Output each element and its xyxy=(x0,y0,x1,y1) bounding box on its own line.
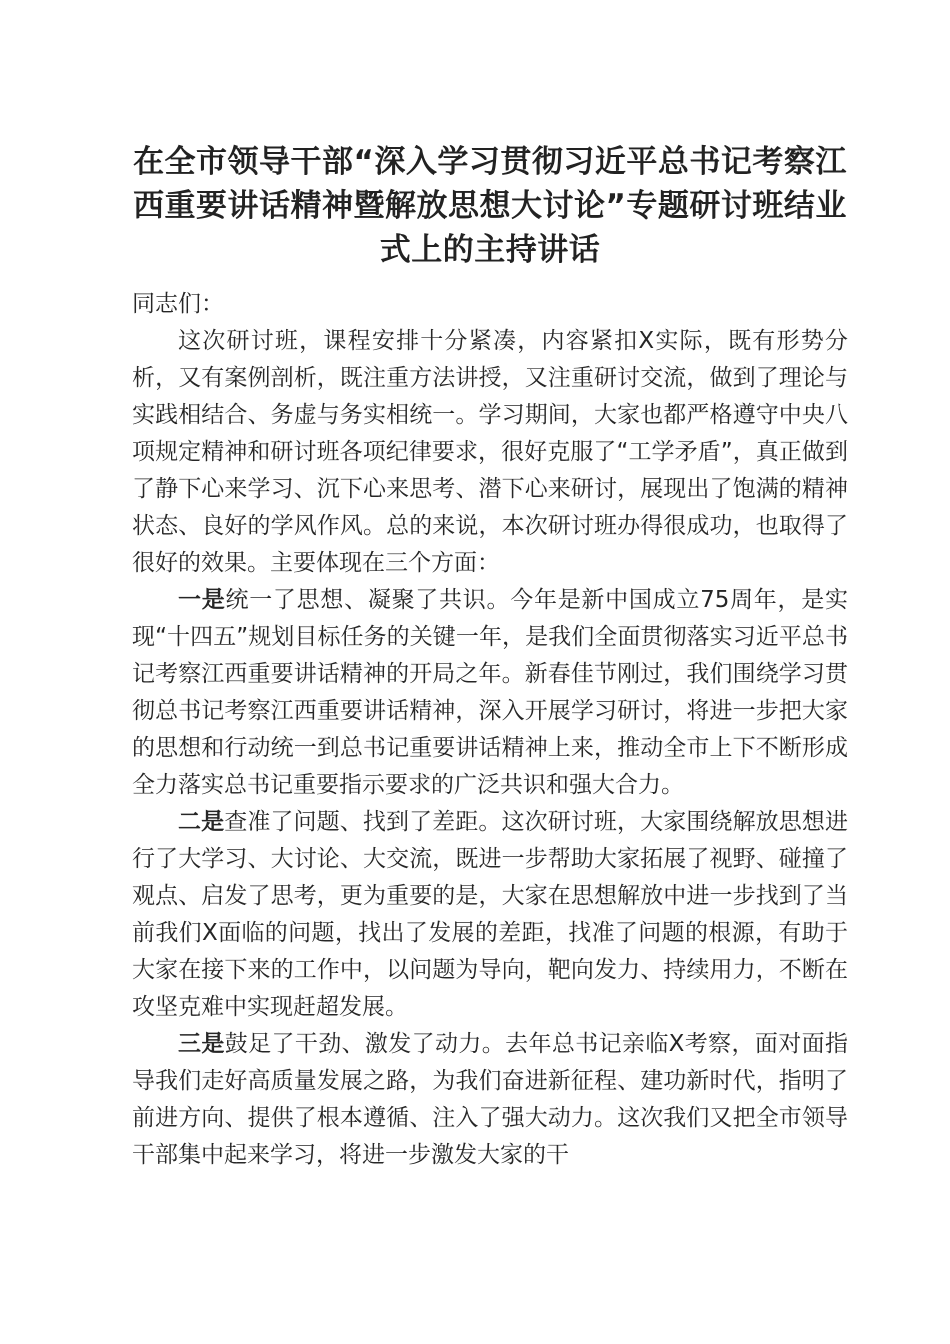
point-paragraph-1 xyxy=(132,582,848,804)
salutation: 同志们： xyxy=(132,291,224,317)
point-paragraph-2 xyxy=(132,804,848,1026)
point-text-1: 统一了思想、凝聚了共识。今年是新中国成立75周年，是实现“十四五”规划目标任务的关键一年，是我们全面贯彻落实习近平总书记考察江西重要讲话精神的开局之年。新春佳节刚过，我们围绕学习贯彻总书记考察江西重要讲话精神，深入开展学习研讨，将进一步把大家的思想和行动统一到总书记重要讲话精神上来，推动全市上下不断形成全力落实总书记重要指示要求的广泛共识和强大合力。 xyxy=(132,587,848,798)
point-lead-1: 一是 xyxy=(178,587,226,613)
intro-paragraph: 这次研讨班，课程安排十分紧凑，内容紧扣X实际，既有形势分析，又有案例剖析，既注重方法讲授，又注重研讨交流，做到了理论与实践相结合、务虚与务实相统一。学习期间，大家也都严格遵守中央八项规定精神和研讨班各项纪律要求，很好克服了“工学矛盾”，真正做到了静下心来学习、沉下心来思考、潜下心来研讨，展现出了饱满的精神状态、良好的学风作风。总的来说，本次研讨班办得很成功，也取得了很好的效果。主要体现在三个方面： xyxy=(132,328,848,576)
document-page xyxy=(132,140,848,1174)
document-title: 在全市领导干部“深入学习贯彻习近平总书记考察江西重要讲话精神暨解放思想大讨论”专题研讨班结业式上的主持讲话 xyxy=(133,144,847,268)
point-text-3: 鼓足了干劲、激发了动力。去年总书记亲临X考察，面对面指导我们走好高质量发展之路，为我们奋进新征程、建功新时代，指明了前进方向、提供了根本遵循、注入了强大动力。这次我们又把全市领导干部集中起来学习，将进一步激发大家的干 xyxy=(132,1031,848,1168)
point-lead-2: 二是 xyxy=(178,809,225,835)
point-paragraph-3 xyxy=(132,1026,848,1174)
point-text-2: 查准了问题、找到了差距。这次研讨班，大家围绕解放思想进行了大学习、大讨论、大交流，既进一步帮助大家拓展了视野、碰撞了观点、启发了思考，更为重要的是，大家在思想解放中进一步找到了当前我们X面临的问题，找出了发展的差距，找准了问题的根源，有助于大家在接下来的工作中，以问题为导向，靶向发力、持续用力，不断在攻坚克难中实现赶超发展。 xyxy=(132,809,849,1020)
point-lead-3: 三是 xyxy=(178,1031,225,1057)
